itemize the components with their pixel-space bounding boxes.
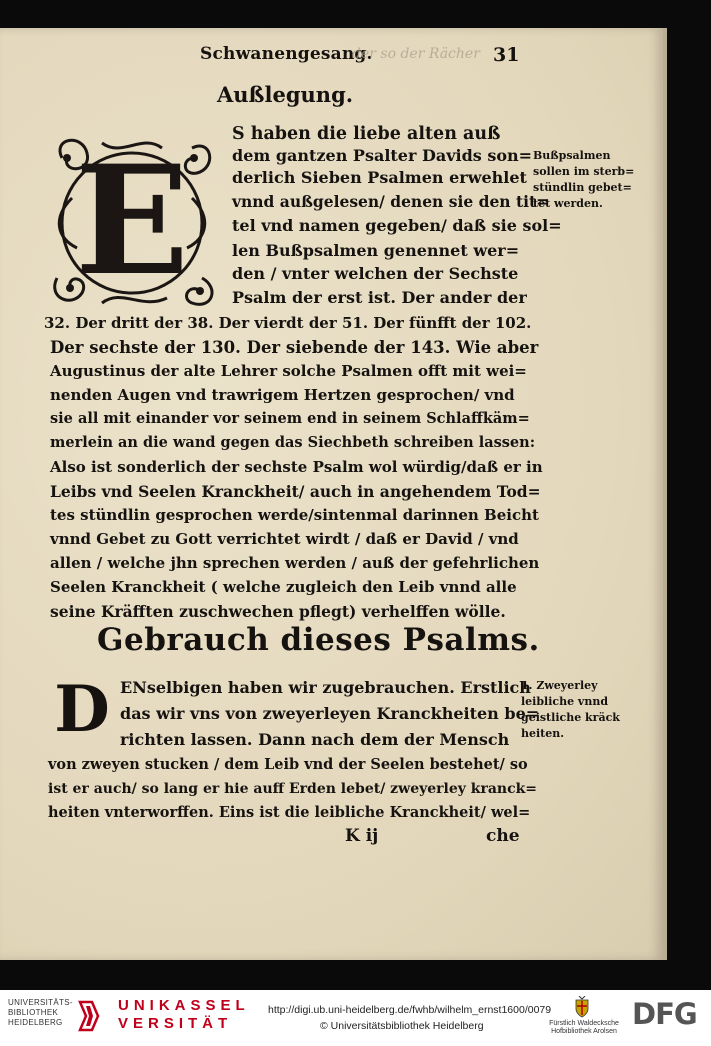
page-edge (663, 28, 667, 960)
initial-letter-d: D (54, 672, 110, 747)
permalink-url[interactable]: http://digi.ub.uni-heidelberg.de/fwhb/wilhelm_ernst1600/0079 (268, 1004, 552, 1016)
uh-logo-line: UNIVERSITÄTS- (8, 998, 73, 1007)
uni-heidelberg-logo (8, 998, 73, 1028)
text-line: vnnd Gebet zu Gott verrichtet wirdt / daß er David / vnd (50, 530, 519, 548)
text-line: Der sechste der 130. Der siebende der 143. Wie aber (50, 338, 539, 357)
text-line: tes stündlin gesprochen werde/sintenmal darinnen Beicht (50, 506, 539, 524)
text-line: derlich Sieben Psalmen erwehlet (232, 168, 527, 187)
text-line: ENselbigen haben wir zugebrauchen. Erstlich (120, 678, 531, 697)
text-line: allen / welche jhn sprechen werden / auß der gefehrlichen (50, 554, 540, 572)
margin-note-line: geistliche kräck (521, 711, 620, 724)
bleed-through-text: der so der Rächer (352, 46, 480, 62)
uni-kassel-mark-icon (78, 1000, 100, 1032)
decorated-initial (42, 128, 222, 314)
text-line: sie all mit einander vor seinem end in seinem Schlaffkäm= (50, 410, 530, 427)
text-line: den / vnter welchen der Sechste (232, 264, 519, 283)
margin-note-line: heiten. (521, 727, 565, 740)
margin-note-line: tet werden. (533, 197, 603, 210)
text-line: ist er auch/ so lang er hie auff Erden lebet/ zweyerley kranck= (48, 781, 538, 797)
margin-note-line: stündlin gebet= (533, 181, 632, 194)
text-line: nenden Augen vnd trawrigem Hertzen gesprochen/ vnd (50, 386, 515, 404)
margin-note-line: sollen im sterb= (533, 165, 635, 178)
text-line: richten lassen. Dann nach dem der Mensch (120, 730, 510, 749)
copyright-text: © Universitätsbibliothek Heidelberg (320, 1020, 484, 1032)
page-number: 31 (493, 44, 520, 66)
uh-logo-line: BIBLIOTHEK (8, 1008, 59, 1017)
text-line: Also ist sonderlich der sechste Psalm wol würdig/daß er in (50, 458, 543, 476)
running-head: Schwanengesang. (200, 44, 373, 64)
text-line: Leibs vnd Seelen Kranckheit/ auch in angehendem Tod= (50, 482, 541, 501)
text-line: Psalm der erst ist. Der ander der (232, 288, 527, 307)
text-line: 32. Der dritt der 38. Der vierdt der 51. Der fünfft der 102. (44, 314, 532, 332)
text-line: seine Kräfften zuschwechen pflegt) verhelffen wölle. (50, 602, 506, 621)
text-line: heiten vnterworffen. Eins ist die leibliche Kranckheit/ wel= (48, 804, 531, 821)
text-line: dem gantzen Psalter Davids son= (232, 146, 533, 165)
text-line: vnnd außgelesen/ denen sie den tit= (232, 192, 550, 211)
signature-mark: K ij (345, 826, 379, 846)
uk-logo-line: VERSITÄT (118, 1015, 233, 1032)
margin-note-line: leibliche vnnd (521, 695, 609, 708)
text-line: S haben die liebe alten auß (232, 124, 501, 144)
arolsen-library-label (548, 1020, 620, 1036)
catchword: che (486, 826, 520, 846)
text-line: len Bußpsalmen genennet wer= (232, 241, 520, 260)
margin-note-line: 1. Zweyerley (521, 679, 598, 692)
section-title: Außlegung. (217, 82, 354, 107)
section-heading: Gebrauch dieses Psalms. (97, 622, 540, 658)
arolsen-line: Hofbibliothek Arolsen (551, 1028, 617, 1035)
uh-logo-line: HEIDELBERG (8, 1018, 63, 1027)
arolsen-line: Fürstlich Waldecksche (549, 1020, 619, 1027)
text-line: das wir vns von zweyerleyen Kranckheiten be= (120, 704, 540, 723)
text-line: Augustinus der alte Lehrer solche Psalmen offt mit wei= (50, 362, 527, 380)
uni-kassel-logo (118, 997, 250, 1033)
text-line: Seelen Kranckheit ( welche zugleich den Leib vnnd alle (50, 578, 517, 596)
arolsen-crest-icon (575, 996, 589, 1018)
dfg-logo: DFG (632, 997, 697, 1031)
initial-letter: E (74, 133, 190, 309)
text-line: tel vnd namen gegeben/ daß sie sol= (232, 216, 562, 235)
text-line: merlein an die wand gegen das Siechbeth schreiben lassen: (50, 434, 536, 451)
viewer-footer (0, 990, 711, 1046)
margin-note-line: Bußpsalmen (533, 149, 611, 162)
uk-logo-line: UNIKASSEL (118, 997, 250, 1014)
text-line: von zweyen stucken / dem Leib vnd der Seelen bestehet/ so (48, 756, 528, 773)
